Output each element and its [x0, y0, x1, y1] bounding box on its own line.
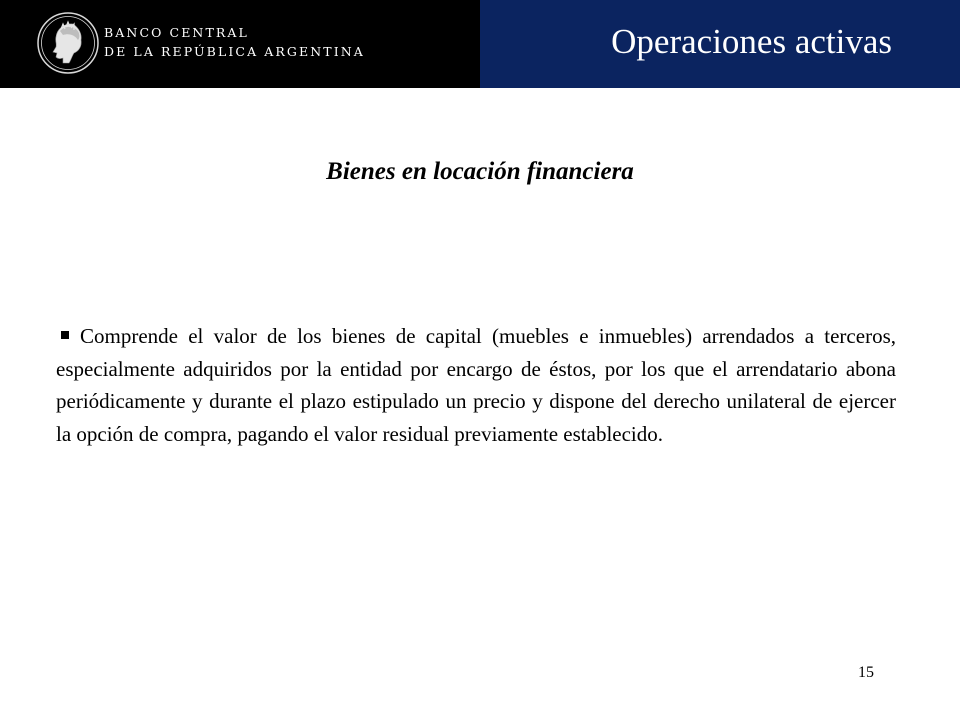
square-bullet-icon [61, 331, 69, 339]
bank-name-line-1: BANCO CENTRAL [104, 25, 249, 40]
bank-name [104, 23, 365, 61]
header-left-panel [0, 0, 480, 88]
slide-title: Bienes en locación financiera [326, 158, 634, 185]
bullet-paragraph [56, 320, 896, 450]
bank-name-line-2: DE LA REPÚBLICA ARGENTINA [104, 44, 365, 59]
section-title: Operaciones activas [611, 22, 892, 61]
slide-header [0, 0, 960, 88]
header-right-panel [480, 0, 960, 88]
bullet-text: Comprende el valor de los bienes de capital (muebles e inmuebles) arrendados a terceros, especialmente adquiridos por la entidad por encargo de éstos, por los que el arrendatario abona periódicamente y durante el plazo estipulado un precio y dispone del derecho unilateral de ejercer la opción de compra, pagando el valor residual previamente establecido. [56, 324, 896, 446]
bank-seal-logo-icon [36, 11, 100, 75]
page-number: 15 [858, 664, 874, 681]
